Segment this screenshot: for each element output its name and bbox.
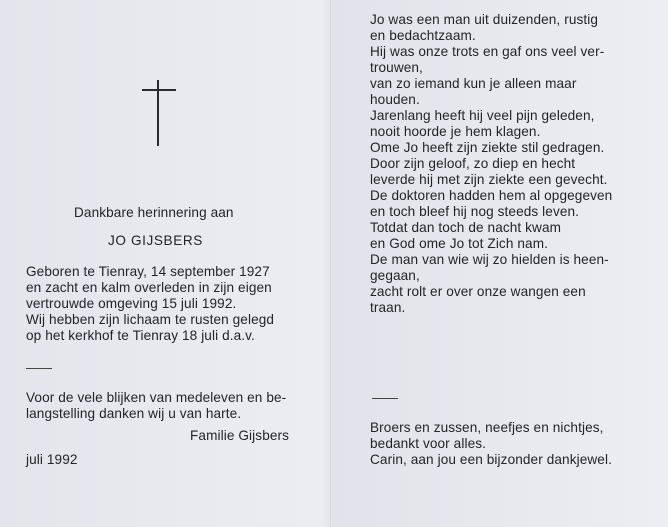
poem-line-3: Hij was onze trots en gaf ons veel ver-	[370, 44, 605, 59]
bio-line-2: en zacht en kalm overleden in zijn eigen	[26, 280, 272, 295]
divider-dash-left	[26, 368, 52, 369]
bio-line-5: op het kerkhof te Tienray 18 juli d.a.v.	[26, 328, 255, 343]
deceased-name: JO GIJSBERS	[108, 233, 203, 248]
poem-line-17: gegaan,	[370, 268, 420, 283]
bio-line-1: Geboren te Tienray, 14 september 1927	[26, 264, 270, 279]
poem-line-5: van zo iemand kun je alleen maar	[370, 76, 577, 91]
closing-line-3: Carin, aan jou een bijzonder dankjewel.	[370, 452, 612, 467]
thanks-line-2: langstelling danken wij u van harte.	[26, 406, 242, 421]
closing-line-2: bedankt voor alles.	[370, 436, 487, 451]
closing-line-1: Broers en zussen, neefjes en nichtjes,	[370, 420, 604, 435]
bio-line-3: vertrouwde omgeving 15 juli 1992.	[26, 296, 237, 311]
poem-line-16: De man van wie wij zo hielden is heen-	[370, 252, 609, 267]
poem-line-4: trouwen,	[370, 60, 423, 75]
poem-line-13: en toch bleef hij nog steeds leven.	[370, 204, 580, 219]
signature-text: Familie Gijsbers	[190, 428, 290, 443]
poem-line-6: houden.	[370, 92, 420, 107]
poem-line-2: en bedachtzaam.	[370, 28, 476, 43]
poem-line-10: Door zijn geloof, zo diep en hecht	[370, 156, 576, 171]
poem-line-12: De doktoren hadden hem al opgegeven	[370, 188, 613, 203]
poem-line-19: traan.	[370, 300, 406, 315]
bio-line-4: Wij hebben zijn lichaam te rusten gelegd	[26, 312, 275, 327]
poem-line-14: Totdat dan toch de nacht kwam	[370, 220, 562, 235]
center-fold	[330, 0, 332, 527]
poem-line-9: Ome Jo heeft zijn ziekte stil gedragen.	[370, 140, 605, 155]
thanks-line-1: Voor de vele blijken van medeleven en be-	[26, 390, 287, 405]
poem-line-7: Jarenlang heeft hij veel pijn geleden,	[370, 108, 595, 123]
cross-icon	[142, 80, 176, 146]
poem-line-18: zacht rolt er over onze wangen een	[370, 284, 586, 299]
poem-line-1: Jo was een man uit duizenden, rustig	[370, 12, 599, 27]
divider-dash-right	[372, 398, 398, 399]
poem-line-15: en God ome Jo tot Zich nam.	[370, 236, 548, 251]
date-text: juli 1992	[26, 452, 78, 467]
poem-line-8: nooit hoorde je hem klagen.	[370, 124, 541, 139]
heading-text: Dankbare herinnering aan	[74, 205, 234, 220]
poem-line-11: leverde hij met zijn ziekte een gevecht.	[370, 172, 608, 187]
